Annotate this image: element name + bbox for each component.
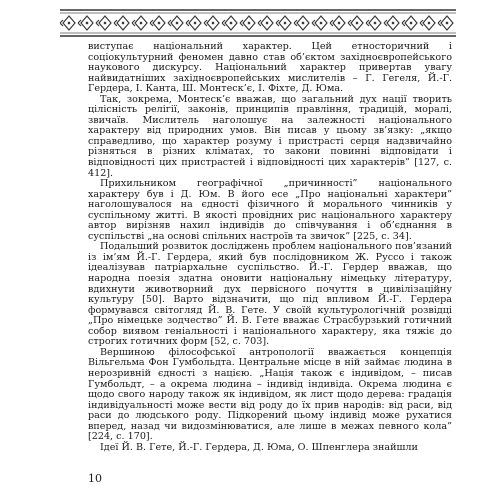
ornament-border-header (60, 8, 456, 38)
paragraph-6: Ідеї Й. В. Гете, Й.-Г. Гердера, Д. Юма, О. Шпенглера знайшли (100, 441, 418, 453)
paragraph-5: Вершиною філософської антропології вважається концепція Вільгельма Фон Гумбольдта. Центральне місце в ній займає людина в нерозривній єдності з нацією. „Нація також є індивідом, – писав Гумбольдт, – а окрема людина – індивід індивіда. Окрема людина є щодо свого народу також як індивідом, як лист щодо дерева: градація індивідуальності може вести від роду до їх прив народів: від раси, від раси до людського роду. Підкорений цьому індивід може рухатися вперед, назад чи видозмінюватися, але лише в межах певного кола” [224, с. 170]. (88, 346, 452, 443)
page-number: 10 (88, 472, 102, 485)
page-text (88, 42, 452, 453)
paragraph-1: виступає національний характер. Цей етносторичний і соціокультурний феномен давно став об’єктом західноєвропейського наукового дискурсу. Національний характер привертав увагу найвидатніших західноєвропейських мислителів – Г. Гегеля, Й.-Г. Гердера, І. Канта, Ш. Монтеск’є, І. Фіхте, Д. Юма. (88, 41, 452, 95)
paragraph-3: Прихильником географічної „причинності” національного характеру був і Д. Юм. В його есе „Про національні характери” наголошувалося на єдності фізичного й морального чинників у суспільному житті. В якості провідних рис національного характеру автор вирізняв нахил індивідів до співчування і об’єднання в суспільстві „на основі спільних настроїв та звичок” [225, с. 34]. (88, 178, 452, 242)
paragraph-4: Подальший розвиток досліджень проблем національного пов’язаний із ім’ям Й.-Г. Гердера, який був послідовником Ж. Руссо і також ідеалізував патріархальне суспільство. Й.-Г. Гердер вважав, що народна поезія здатна оновити національну німецьку літературу, вдихнути животворний дух первісного почуття в цивілізаційну культуру [50]. Варто відзначити, що під впливом Й.-Г. Гердера формувався світогляд Й. В. Гете. У своїй культурологічній розвідці „Про німецьке зодчество” Й. В. Гете вважає Страсбурзький готичний собор виявом геніальності і національного характеру, яка тяжіє до строгих готичних форм [52, с. 703]. (88, 241, 452, 348)
paragraph-2: Так, зокрема, Монтеск’є вважав, що загальний дух нації творить цілісність релігії, законів, принципів правління, традицій, моралі, звичаїв. Мислитель наголошує на залежності національного характеру від природних умов. Він писав у цьому зв’язку: „якщо справедливо, що характер розуму і пристрасті серця надзвичайно різняться в різних кліматах, то закони повинні відповідати і відповідності цих пристрастей і відповідності цих характерів” [127, с. 412]. (88, 93, 452, 179)
